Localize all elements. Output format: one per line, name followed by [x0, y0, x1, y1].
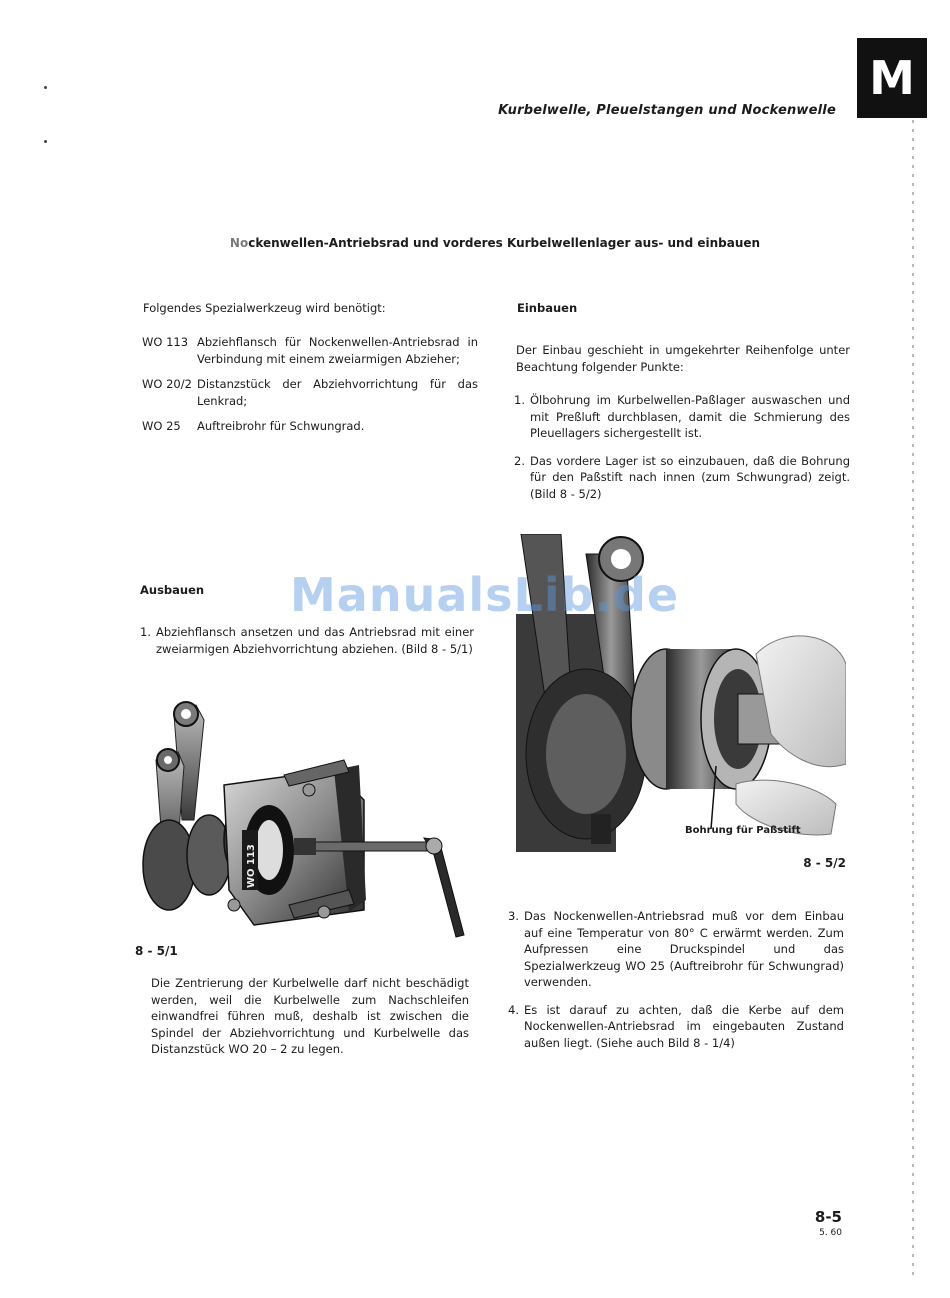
step-number: 2.	[514, 453, 525, 468]
scan-edge	[912, 120, 914, 1280]
running-header: Kurbelwelle, Pleuelstangen und Nockenwelle	[498, 103, 836, 118]
note-paragraph: Die Zentrierung der Kurbelwelle darf nicht beschädigt werden, weil die Kurbelwelle zum Nachschleifen einwandfrei führen muß, deshalb ist zwischen die Spindel der Abziehvorrichtung und Kurbelwelle das Distanzstück WO 20 – 2 zu legen.	[151, 976, 469, 1056]
figure2-label: 8 - 5/2	[803, 856, 846, 870]
step-item	[508, 908, 844, 991]
ausbauen-heading: Ausbauen	[140, 583, 205, 597]
figure-puller-photo	[134, 690, 470, 940]
einbauen-heading: Einbauen	[517, 301, 578, 315]
tool-code: WO 113	[142, 335, 189, 349]
tool-item	[142, 418, 478, 435]
scan-speck	[44, 86, 47, 89]
step-text: Es ist darauf zu achten, daß die Kerbe auf dem Nockenwellen-Antriebsrad im eingebauten Zustand außen liegt. (Siehe auch Bild 8 - 1/4)	[524, 1002, 844, 1050]
figure1-label: 8 - 5/1	[135, 944, 178, 958]
watermark: ManualsLib.de	[290, 568, 680, 622]
section-tab: M	[857, 38, 927, 118]
step-number: 1.	[514, 393, 525, 407]
tools-list	[142, 334, 478, 435]
tool-desc: Distanzstück der Abziehvorrichtung für das Lenkrad;	[197, 377, 478, 408]
step-text: Abziehflansch ansetzen und das Antriebsrad mit einer zweiarmigen Abziehvorrichtung abziehen. (Bild 8 - 5/1)	[156, 625, 474, 656]
tool-item	[142, 376, 478, 409]
tools-intro: Folgendes Spezialwerkzeug wird benötigt:	[143, 301, 386, 315]
figure-stamp: WO 113	[246, 844, 257, 888]
scan-speck	[44, 140, 47, 143]
tool-item	[142, 334, 478, 367]
section-title-part: triebsrad und vorderes Kurbelwellenlager aus- und einbauen	[346, 236, 761, 250]
step-number: 4.	[508, 1002, 519, 1017]
page-date: 5. 60	[819, 1228, 842, 1238]
einbauen-steps	[514, 392, 850, 502]
step-text: Das Nockenwellen-Antriebsrad muß vor dem Einbau auf eine Temperatur von 80° C erwärmt werden. Zum Aufpressen eine Druckspindel und das Spezialwerkzeug WO 25 (Auftreibrohr für Schwungrad) verwenden.	[524, 909, 844, 989]
tool-code: WO 25	[142, 419, 181, 433]
step-item	[514, 453, 850, 503]
section-title-part: No	[229, 236, 249, 250]
section-title-part: ckenwellen-An	[248, 236, 347, 250]
einbauen-intro: Der Einbau geschieht in umgekehrter Reihenfolge unter Beachtung folgender Punkte:	[516, 343, 850, 374]
tool-desc: Abziehflansch für Nockenwellen-Antriebsrad in Verbindung mit einem zweiarmigen Abzieher;	[197, 335, 478, 366]
ausbauen-step	[140, 624, 474, 657]
step-text: Das vordere Lager ist so einzubauen, daß die Bohrung für den Paßstift nach innen (zum Schwungrad) zeigt. (Bild 8 - 5/2)	[530, 453, 850, 501]
tool-code: WO 20/2	[142, 377, 192, 391]
step-text: Ölbohrung im Kurbelwellen-Paßlager auswaschen und mit Preßluft durchblasen, damit die Schmierung des Pleuellagers sichergestellt ist.	[530, 393, 850, 440]
tool-desc: Auftreibrohr für Schwungrad.	[197, 419, 365, 433]
step-number: 3.	[508, 909, 519, 923]
einbauen-steps-continued	[508, 908, 844, 1051]
step-item	[514, 392, 850, 442]
page-number: 8-5	[814, 1208, 842, 1226]
section-title	[150, 236, 840, 250]
step-number: 1.	[140, 625, 151, 639]
step-item	[508, 1002, 844, 1052]
figure2-callout: Bohrung für Paßstift	[685, 825, 801, 836]
